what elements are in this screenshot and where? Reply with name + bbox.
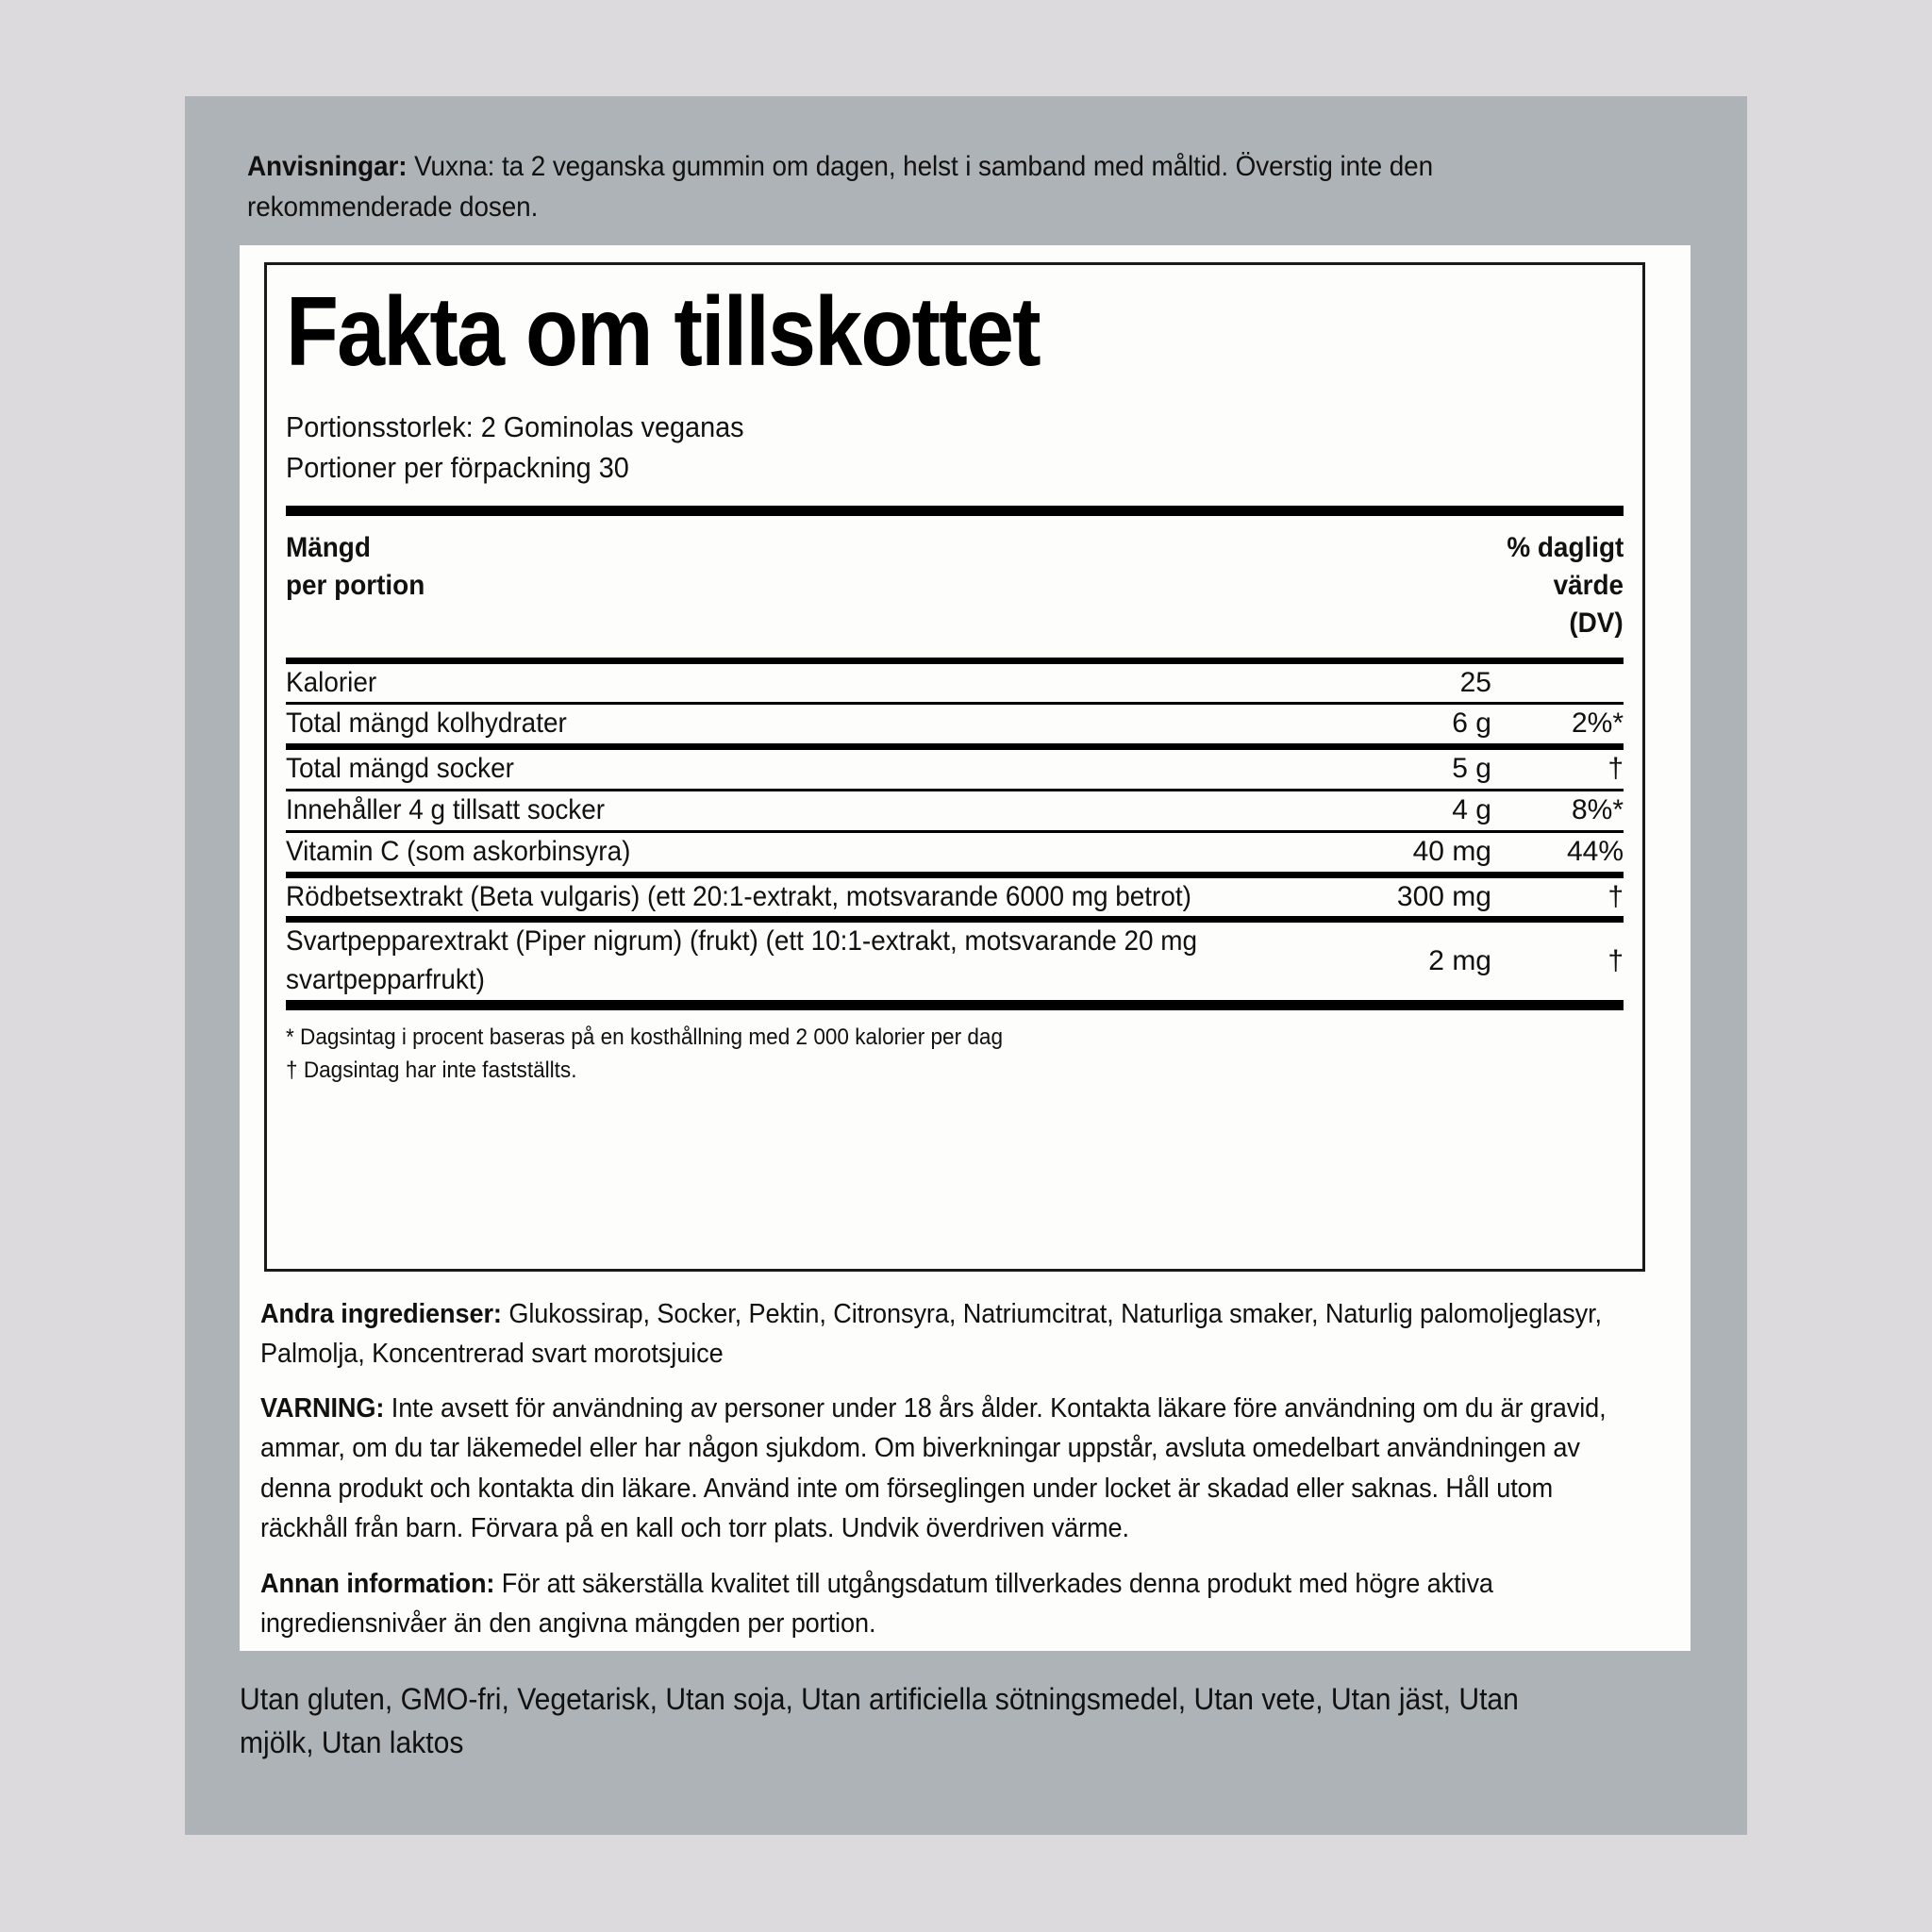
other-ingredients-paragraph (260, 1294, 1637, 1374)
nutrition-row (286, 747, 1624, 791)
footnote-dagger: † Dagsintag har inte fastställts. (286, 1057, 577, 1083)
nutrient-daily-value: † (1491, 920, 1624, 1000)
supplement-facts-panel (264, 262, 1645, 1272)
nutrient-name (286, 874, 1312, 920)
supplement-facts-title: Fakta om tillskottet (286, 277, 1040, 387)
nutrient-daily-value (1491, 664, 1624, 704)
nutrient-amount: 300 mg (1312, 874, 1491, 920)
nutrient-name (286, 747, 1312, 791)
nutrition-rows-table (286, 664, 1624, 1000)
rule-bottom-thick (286, 1000, 1624, 1010)
directions-body: Vuxna: ta 2 veganska gummin om dagen, helst i samband med måltid. Överstig inte den rekommenderade dosen. (247, 151, 1433, 223)
other-information-body: För att säkerställa kvalitet till utgångsdatum tillverkades denna produkt med högre aktiva ingrediensnivåer än den angivna mängden per portion. (260, 1569, 1493, 1640)
claims-text: Utan gluten, GMO-fri, Vegetarisk, Utan soja, Utan artificiella sötningsmedel, Utan vete, Utan jäst, Utan mjölk, Utan laktos (240, 1682, 1519, 1760)
nutrient-name-text: Vitamin C (som askorbinsyra) (286, 835, 631, 867)
nutrient-amount: 2 mg (1312, 920, 1491, 1000)
nutrient-name-text: Rödbetsextrakt (Beta vulgaris) (ett 20:1-extrakt, motsvarande 6000 mg betrot) (286, 880, 1191, 912)
footnote-asterisk: * Dagsintag i procent baseras på en kosthållning med 2 000 kalorier per dag (286, 1024, 1003, 1050)
warning-label: VARNING: (260, 1393, 385, 1424)
other-information-paragraph (260, 1564, 1637, 1644)
nutrient-name (286, 920, 1312, 1000)
nutrient-name (286, 664, 1312, 704)
servings-per-container: Portioner per förpackning 30 (286, 451, 629, 485)
nutrition-table-body (286, 516, 1624, 658)
header-dv-line2: värde (1553, 569, 1624, 601)
warning-paragraph (260, 1389, 1637, 1548)
other-information-label: Annan information: (260, 1569, 495, 1599)
nutrition-header-row (286, 516, 1624, 658)
nutrient-amount: 40 mg (1312, 831, 1491, 874)
nutrient-name-text: Svartpepparextrakt (Piper nigrum) (frukt) (ett 10:1-extrakt, motsvarande 20 mg svartpepparfrukt) (286, 925, 1198, 996)
nutrition-table (286, 516, 1624, 658)
nutrient-name (286, 704, 1312, 747)
header-amount-cell (286, 516, 1312, 658)
nutrition-row (286, 920, 1624, 1000)
nutrition-row (286, 831, 1624, 874)
nutrient-name-text: Kalorier (286, 666, 377, 698)
nutrient-daily-value: 8%* (1491, 790, 1624, 831)
rule-top-thick (286, 506, 1624, 516)
nutrient-amount: 5 g (1312, 747, 1491, 791)
nutrition-row (286, 874, 1624, 920)
nutrient-name-text: Innehåller 4 g tillsatt socker (286, 793, 606, 825)
header-amount-line2: per portion (286, 569, 425, 601)
other-ingredients-body: Glukossirap, Socker, Pektin, Citronsyra, Natriumcitrat, Naturliga smaker, Naturlig palomoljeglasyr, Palmolja, Koncentrerad svart morotsjuice (260, 1299, 1602, 1370)
header-dv-line3: (DV) (1569, 607, 1624, 639)
nutrient-daily-value: † (1491, 747, 1624, 791)
serving-info (286, 407, 1624, 489)
nutrient-name (286, 831, 1312, 874)
serving-size: Portionsstorlek: 2 Gominolas veganas (286, 410, 744, 444)
label-gray-panel (185, 96, 1747, 1835)
nutrition-row (286, 664, 1624, 704)
nutrient-amount: 6 g (1312, 704, 1491, 747)
label-white-card (240, 245, 1690, 1651)
nutrient-daily-value: † (1491, 874, 1624, 920)
warning-body: Inte avsett för användning av personer under 18 års ålder. Kontakta läkare före användning om du är gravid, ammar, om du tar läkemedel eller har någon sjukdom. Om biverkningar uppstår, avsluta omedelbart användningen av denna produkt och kontakta din läkare. Använd inte om förseglingen under locket är skadad eller saknas. Håll utom räckhåll från barn. Förvara på en kall och torr plats. Undvik överdriven värme. (260, 1393, 1607, 1543)
nutrient-name-text: Total mängd socker (286, 753, 514, 785)
rule-below-header (286, 658, 1624, 664)
nutrient-daily-value: 2%* (1491, 704, 1624, 747)
nutrient-amount: 25 (1459, 666, 1491, 698)
footnotes (286, 1022, 1543, 1088)
nutrition-row (286, 704, 1624, 747)
nutrition-row (286, 790, 1624, 831)
directions-label: Anvisningar: (247, 151, 408, 182)
header-dv-cell (1491, 516, 1624, 658)
directions-text (247, 147, 1549, 227)
header-spacer-cell (1312, 516, 1491, 658)
nutrient-name-text: Total mängd kolhydrater (286, 708, 567, 740)
nutrient-name (286, 790, 1312, 831)
nutrient-amount: 4 g (1312, 790, 1491, 831)
header-dv-line1: % dagligt (1506, 531, 1624, 563)
header-amount-line1: Mängd (286, 531, 371, 563)
nutrient-daily-value: 44% (1491, 831, 1624, 874)
other-ingredients-label: Andra ingredienser: (260, 1299, 502, 1329)
nutrition-rows-body (286, 664, 1624, 1000)
